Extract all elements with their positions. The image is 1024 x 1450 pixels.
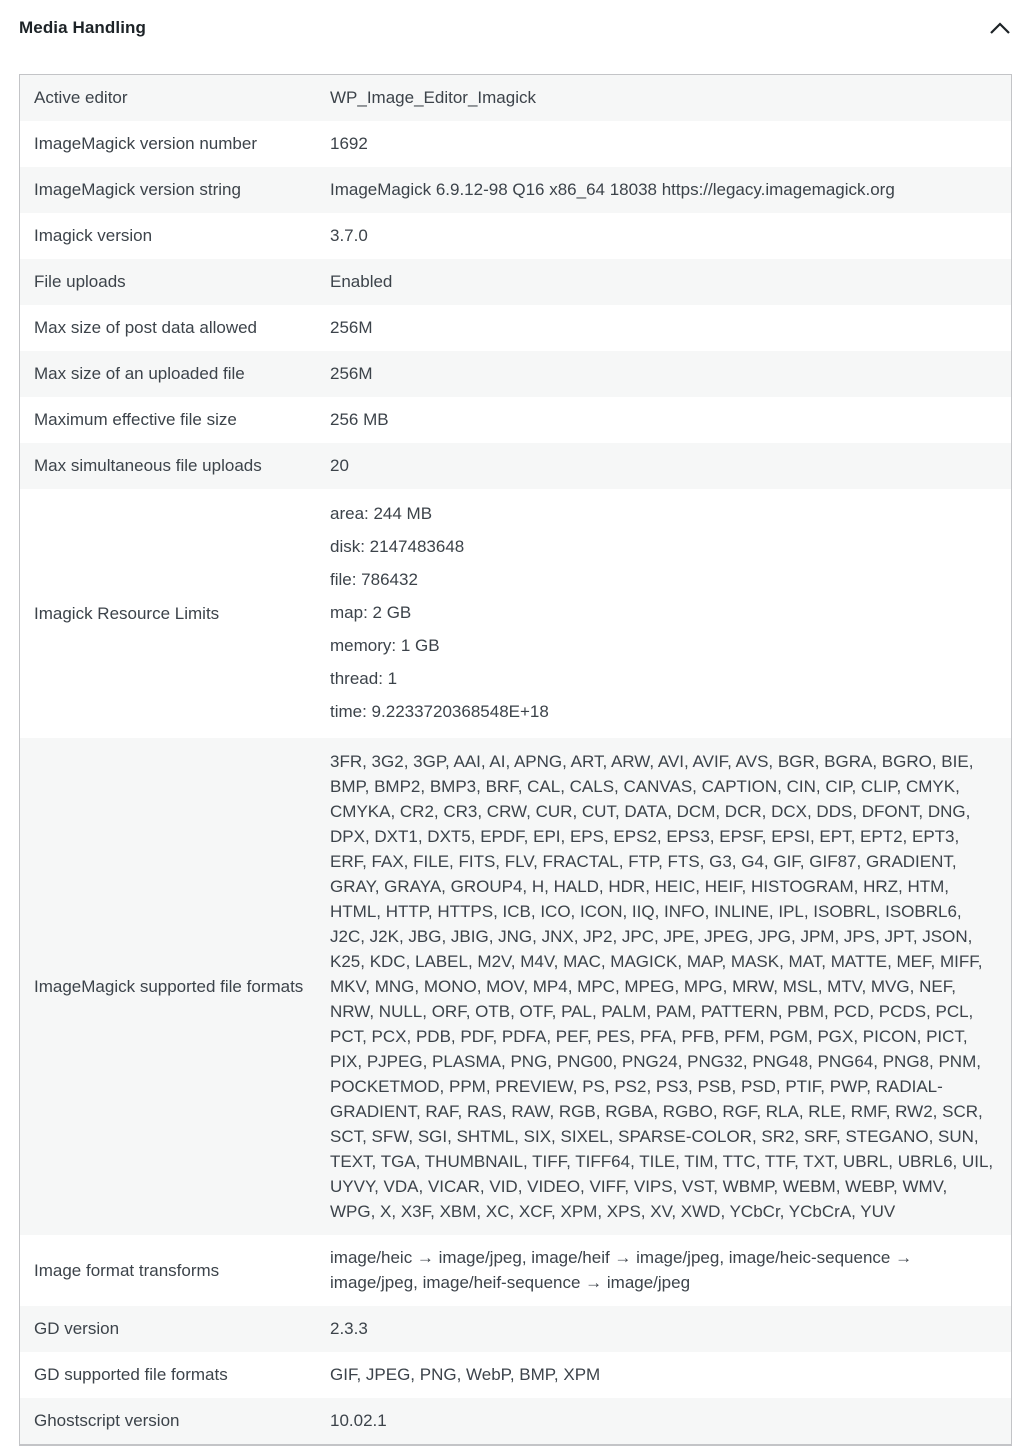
table-row [20, 351, 1011, 397]
row-value: ImageMagick 6.9.12-98 Q16 x86_64 18038 https://legacy.imagemagick.org [317, 167, 1011, 213]
row-value: 20 [317, 443, 1011, 489]
row-label: Imagick Resource Limits [20, 489, 317, 738]
resource-limit-map: map: 2 GB [330, 603, 412, 622]
table-row [20, 443, 1011, 489]
row-label: Max simultaneous file uploads [20, 443, 317, 489]
row-label: Max size of post data allowed [20, 305, 317, 351]
row-label: ImageMagick version string [20, 167, 317, 213]
table-row [20, 1398, 1011, 1444]
row-value: image/heic → image/jpeg, image/heif → image/jpeg, image/heic-sequence → image/jpeg, image/heif-sequence → image/jpeg [317, 1235, 1011, 1306]
media-handling-toggle[interactable] [0, 0, 1024, 56]
resource-limit-file: file: 786432 [330, 570, 418, 589]
row-value: 10.02.1 [317, 1398, 1011, 1444]
row-label: Max size of an uploaded file [20, 351, 317, 397]
table-row [20, 167, 1011, 213]
row-value: 1692 [317, 121, 1011, 167]
row-value: WP_Image_Editor_Imagick [317, 75, 1011, 121]
row-value: 256M [317, 305, 1011, 351]
table-row [20, 213, 1011, 259]
media-handling-table [19, 74, 1012, 1446]
table-row [20, 305, 1011, 351]
row-label: File uploads [20, 259, 317, 305]
table-row [20, 75, 1011, 121]
supported-formats-value: 3FR, 3G2, 3GP, AAI, AI, APNG, ART, ARW, AVI, AVIF, AVS, BGR, BGRA, BGRO, BIE, BMP, BMP2, BMP3, BRF, CAL, CALS, CANVAS, CAPTION, CIN, CIP, CLIP, CMYK, CMYKA, CR2, CR3, CRW, CUR, CUT, DATA, DCM, DCR, DCX, DDS, DFONT, DNG, DPX, DXT1, DXT5, EPDF, EPI, EPS, EPS2, EPS3, EPSF, EPSI, EPT, EPT2, EPT3, ERF, FAX, FILE, FITS, FLV, FRACTAL, FTP, FTS, G3, G4, GIF, GIF87, GRADIENT, GRAY, GRAYA, GROUP4, H, HALD, HDR, HEIC, HEIF, HISTOGRAM, HRZ, HTM, HTML, HTTP, HTTPS, ICB, ICO, ICON, IIQ, INFO, INLINE, IPL, ISOBRL, ISOBRL6, J2C, J2K, JBG, JBIG, JNG, JNX, JP2, JPC, JPE, JPEG, JPG, JPM, JPS, JPT, JSON, K25, KDC, LABEL, M2V, M4V, MAC, MAGICK, MAP, MASK, MAT, MATTE, MEF, MIFF, MKV, MNG, MONO, MOV, MP4, MPC, MPEG, MPG, MRW, MSL, MTV, MVG, NEF, NRW, NULL, ORF, OTB, OTF, PAL, PALM, PAM, PATTERN, PBM, PCD, PCDS, PCL, PCT, PCX, PDB, PDF, PDFA, PEF, PES, PFA, PFB, PFM, PGM, PGX, PICON, PICT, PIX, PJPEG, PLASMA, PNG, PNG00, PNG24, PNG32, PNG48, PNG64, PNG8, PNM, POCKETMOD, PPM, PREVIEW, PS, PS2, PS3, PSB, PSD, PTIF, PWP, RADIAL-GRADIENT, RAF, RAS, RAW, RGB, RGBA, RGBO, RGF, RLA, RLE, RMF, RW2, SCR, SCT, SFW, SGI, SHTML, SIX, SIXEL, SPARSE-COLOR, SR2, SRF, STEGANO, SUN, TEXT, TGA, THUMBNAIL, TIFF, TIFF64, TILE, TIM, TTC, TTF, TXT, UBRL, UBRL6, UIL, UYVY, VDA, VICAR, VID, VIDEO, VIFF, VIPS, VST, WBMP, WEBM, WEBP, WMV, WPG, X, X3F, XBM, XC, XCF, XPM, XPS, XV, XWD, YCbCr, YCbCrA, YUV [317, 738, 1011, 1235]
resource-limits-list [317, 489, 1011, 738]
section-title: Media Handling [19, 18, 147, 37]
row-label: GD supported file formats [20, 1352, 317, 1398]
table-row [20, 738, 1011, 1235]
table-row [20, 259, 1011, 305]
row-value: 256M [317, 351, 1011, 397]
table-row [20, 489, 1011, 738]
table-row [20, 397, 1011, 443]
row-label: ImageMagick version number [20, 121, 317, 167]
resource-limit-time: time: 9.2233720368548E+18 [330, 702, 549, 721]
resource-limit-disk: disk: 2147483648 [330, 537, 465, 556]
row-value: 2.3.3 [317, 1306, 1011, 1352]
table-row [20, 1235, 1011, 1306]
table-row [20, 121, 1011, 167]
row-label: Active editor [20, 75, 317, 121]
resource-limit-area: area: 244 MB [330, 504, 433, 523]
row-value: 3.7.0 [317, 213, 1011, 259]
row-label: ImageMagick supported file formats [20, 738, 317, 1235]
row-label: GD version [20, 1306, 317, 1352]
table-row [20, 1306, 1011, 1352]
resource-limit-memory: memory: 1 GB [330, 636, 440, 655]
row-value: Enabled [317, 259, 1011, 305]
row-value: GIF, JPEG, PNG, WebP, BMP, XPM [317, 1352, 1011, 1398]
resource-limit-thread: thread: 1 [330, 669, 398, 688]
chevron-up-icon[interactable] [980, 8, 1020, 48]
row-label: Imagick version [20, 213, 317, 259]
row-label: Ghostscript version [20, 1398, 317, 1444]
row-label: Image format transforms [20, 1235, 317, 1306]
row-value: 256 MB [317, 397, 1011, 443]
table-row [20, 1352, 1011, 1398]
row-label: Maximum effective file size [20, 397, 317, 443]
